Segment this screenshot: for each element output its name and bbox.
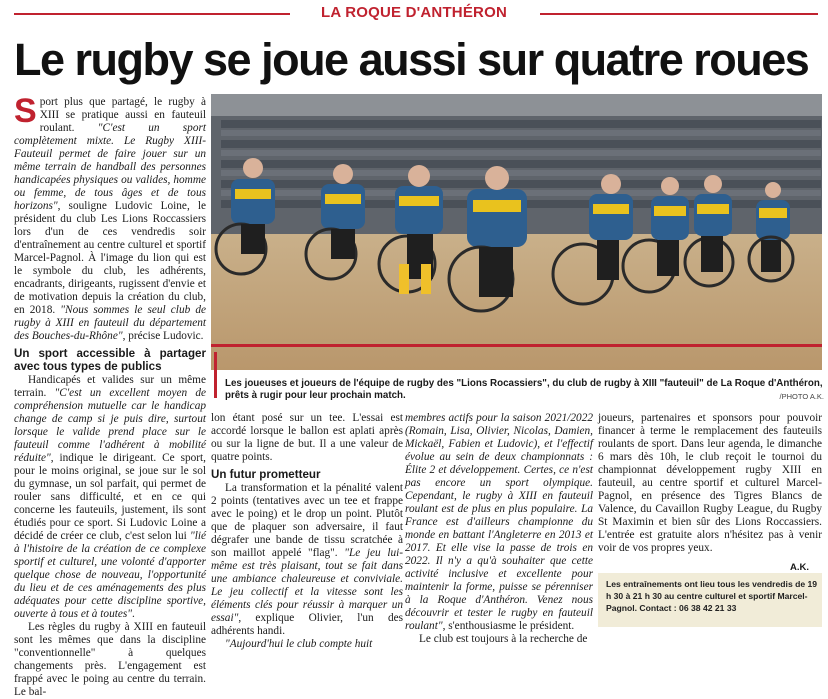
column-4 [598, 412, 822, 562]
intro-paragraph: Sport plus que partagé, le rugby à XIII se pratique aussi en fauteuil roulant. "C'est un sport complètement mixte. Le Rugby XIII-Fauteuil permet de faire jouer sur un même terrain de handball des personnes handicapées physiques ou valides, homme ou femme, de tous âges et de tous horizons", souligne Ludovic Loine, le président du club Les Lions Roccassiers lors d'un de ces vendredis soir d'entraînement au centre culturel et sportif Marcel-Pagnol. À l'image du lion qui est le symbole du club, les adhérents, encadrants, dirigeants, rugissent d'envie et de motivation depuis la création du club, en 2018. "Nous sommes le seul club de rugby à XIII en fauteuil du département des Bouches-du-Rhône", précise Ludovic. [14, 92, 207, 342]
author-signature: A.K. [790, 562, 809, 573]
paragraph-try: lon étant posé sur un tee. L'essai est accordé lorsque le ballon est aplati après ou sur la ligne de but. Il a une valeur de quatre points. [211, 412, 403, 463]
paragraph-sponsors-start: Le club est toujours à la recherche de [419, 633, 588, 645]
paragraph-scoring: La transformation et la pénalité valent 2 points (tentatives avec un tee et frappe avec le poing) et le drop un point. Plutôt que de plaquer son adversaire, il faut dégrafer une bande de tissu scratchée à son maillot appelé "flag". "Le jeu lui-même est très plaisant, tout se fait dans une ambiance chaleureuse et conviviale. Le jeu collectif et la vitesse sont les éléments clés pour réussir à marquer un essai", explique Olivier, l'un des adhérents handi. [211, 482, 404, 637]
drop-cap: S [14, 92, 37, 130]
paragraph-mixed-teams: Handicapés et valides sur un même terrain. "C'est un excellent moyen de compréhension mutuelle car le handicap change de camp si je puis dire, surtout lorsque le valide prend place sur le fauteuil comme l'adhérent à mobilité réduite", indique le dirigeant. Ce sport, pour le moins original, se joue sur le sol du gymnase, un sol parfait, qui permet de rouler sans difficulté, et en ce qui concerne les fauteuils, justement, ils sont étudiés pour ce sport. Si Ludovic Loine a décidé de créer ce club, c'est selon lui "lié à l'histoire de la création de ce complexe sportif et culturel, une volonté d'apporter quelque chose de nouveau, l'opportunité du lieu et de ces aménagements des plus adéquates pour cette discipline sportive, ouverte à tous et à toutes". [14, 374, 206, 620]
paragraph-tournament: joueurs, partenaires et sponsors pour pouvoir financer à terme le remplacement des fauteuils roulants de sport. Dans leur agenda, le dimanche 6 mars dès 10h, le club reçoit le tournoi du championnat développement rugby XIII en fauteuil, au centre sportif et culturel Marcel-Pagnol, en présence des Tigres Blancs de Valence, du Cavaillon Rugby League, du Rugby St Maximin et bien sûr des Lions Roccassiers. L'entrée est gratuite alors n'hésitez pas à venir voir de vos propres yeux. [598, 412, 822, 554]
column-3 [405, 412, 593, 645]
info-box-text: Les entraînements ont lieu tous les vendredis de 19 h 30 à 21 h 30 au centre culturel et sportif Marcel-Pagnol. Contact : 06 38 42 21 33 [606, 579, 818, 613]
paragraph-members-start: "Aujourd'hui le club compte huit [225, 638, 373, 650]
paragraph-members: membres actifs pour la saison 2021/2022 (Romain, Lisa, Olivier, Nicolas, Damien, Mickaël, Fabien et Ludovic), et l'effectif évolue au sein de deux championnats : Élite 2 et développement. Certes, ce n'est pas encore un sport olympique. Cependant, le rugby à XIII en fauteuil roulant est de plus en plus populaire. La France est d'ailleurs championne du monde en battant l'Angleterre en 2013 et 2017. Et elle vise la passe de trois en 2022. Il n'y a qu'à souhaiter que cette activité inclusive et excellente pour maintenir la forme, puisse se pérenniser à la Roque d'Anthéron. Venez nous découvrir et tester le rugby en fauteuil roulant", s'enthousiasme le président. [405, 412, 593, 632]
subheading-future: Un futur prometteur [211, 468, 321, 481]
photo-credit: /PHOTO A.K. [779, 392, 824, 401]
column-2 [211, 412, 404, 650]
photo-caption: Les joueuses et joueurs de l'équipe de rugby des "Lions Rocassiers", du club de rugby à XIII "fauteuil" de La Roque d'Anthéron, prêts à rugir pour leur prochain match. [225, 378, 823, 401]
caption-accent-bar [214, 352, 217, 398]
section-rubric: LA ROQUE D'ANTHÉRON [0, 4, 828, 21]
article-headline: Le rugby se joue aussi sur quatre roues [14, 34, 809, 85]
paragraph-rules: Les règles du rugby à XIII en fauteuil sont les mêmes que dans la discipline "conventionnelle" à quelques changements près. L'engagement est frappé avec le poing au centre du terrain. Le bal- [14, 621, 206, 698]
team-photo [211, 94, 822, 370]
subheading-accessible: Un sport accessible à partager avec tous types de publics [14, 347, 206, 373]
column-1 [14, 92, 207, 698]
team-photo-illustration [211, 94, 822, 370]
